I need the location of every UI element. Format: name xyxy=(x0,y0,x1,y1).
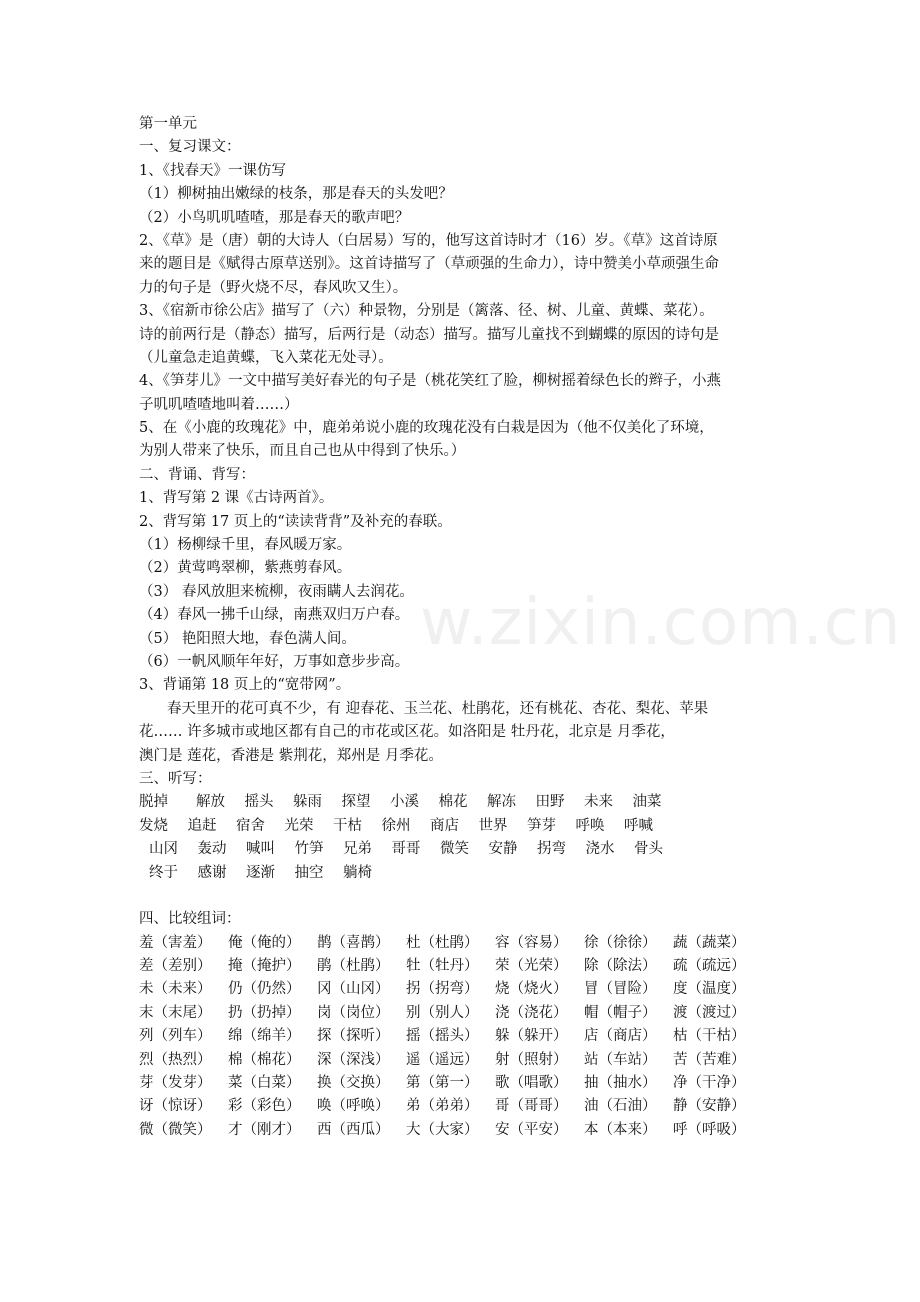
review-item-2-line-1: 2、《草》是（唐）朝的大诗人（白居易）写的，他写这首诗时才（16）岁。《草》这首诗原 xyxy=(139,232,718,249)
passage-line-1: 春天里开的花可真不少，有 迎春花、玉兰花、杜鹃花，还有桃花、杏花、梨花、苹果 xyxy=(167,700,709,717)
dictation-word: 油菜 xyxy=(632,794,662,811)
dictation-word: 商店 xyxy=(430,817,459,834)
couplet-5: （5） 艳阳照大地，春色满人间。 xyxy=(139,630,356,647)
compare-word: 彩（彩色） xyxy=(228,1098,301,1115)
compare-word: 俺（俺的） xyxy=(228,934,301,951)
dictation-word: 干枯 xyxy=(333,817,362,834)
compare-word: 抽（抽水） xyxy=(584,1075,657,1092)
dictation-word: 笋芽 xyxy=(527,817,556,834)
couplet-1: （1）杨柳绿千里，春风暖万家。 xyxy=(139,537,352,554)
compare-word: 净（干净） xyxy=(673,1075,746,1092)
compare-word: 除（除法） xyxy=(584,958,657,975)
compare-word: 大（大家） xyxy=(406,1121,479,1138)
compare-word: 换（交换） xyxy=(317,1075,390,1092)
compare-word: 鹊（喜鹊） xyxy=(317,934,390,951)
dictation-word: 躺椅 xyxy=(343,864,372,881)
dictation-word: 解放 xyxy=(196,794,225,811)
dictation-word: 终于 xyxy=(149,864,178,881)
review-item-4-line-2: 子叽叽喳喳地叫着……） xyxy=(139,396,299,413)
dictation-word: 光荣 xyxy=(284,817,314,834)
section-heading-recite: 二、背诵、背写： xyxy=(139,466,255,483)
compare-word: 羞（害羞） xyxy=(139,934,212,951)
compare-word: 扔（扔掉） xyxy=(228,1004,301,1021)
dictation-row xyxy=(139,838,785,861)
dictation-word: 宿舍 xyxy=(236,817,265,834)
compare-word: 岗（岗位） xyxy=(317,1004,390,1021)
dictation-word: 呼唤 xyxy=(575,817,605,834)
dictation-word: 探望 xyxy=(341,794,371,811)
compare-word: 绵（绵羊） xyxy=(228,1028,301,1045)
dictation-word: 喊叫 xyxy=(246,841,275,858)
compare-word: 摇（摇头） xyxy=(406,1028,479,1045)
dictation-word: 解冻 xyxy=(487,794,516,811)
review-item-3-line-3: （儿童急走追黄蝶，飞入菜花无处寻）。 xyxy=(139,349,393,366)
dictation-word: 感谢 xyxy=(197,864,227,881)
section-heading-review: 一、复习课文： xyxy=(139,139,241,156)
section-heading-compare: 四、比较组词： xyxy=(139,911,241,928)
blank-line xyxy=(139,885,785,908)
dictation-word: 追赶 xyxy=(187,817,217,834)
compare-word: 安（平安） xyxy=(495,1121,568,1138)
dictation-word: 轰动 xyxy=(197,841,227,858)
dictation-word: 世界 xyxy=(478,817,508,834)
compare-word: 度（温度） xyxy=(673,981,746,998)
dictation-word: 躲雨 xyxy=(293,794,322,811)
compare-word: 末（末尾） xyxy=(139,1004,212,1021)
compare-word: 鹃（杜鹃） xyxy=(317,958,390,975)
dictation-word: 微笑 xyxy=(440,841,469,858)
watermark: w.zixin.com.cn xyxy=(420,586,902,660)
dictation-word: 发烧 xyxy=(139,817,168,834)
compare-word: 苦（苦难） xyxy=(673,1051,746,1068)
compare-word: 站（车站） xyxy=(584,1051,657,1068)
dictation-word: 脱掉 xyxy=(139,794,168,811)
dictation-word: 哥哥 xyxy=(391,841,421,858)
compare-word: 深（深浅） xyxy=(317,1051,390,1068)
compare-word: 芽（发芽） xyxy=(139,1075,212,1092)
compare-word: 躲（躲开） xyxy=(495,1028,568,1045)
review-item-1: 1、《找春天》一课仿写 xyxy=(139,162,286,179)
compare-word: 牡（牡丹） xyxy=(406,958,479,975)
compare-word: 徐（徐徐） xyxy=(584,934,657,951)
compare-word: 列（列车） xyxy=(139,1028,212,1045)
compare-word: 杜（杜鹃） xyxy=(406,934,479,951)
compare-word: 射（照射） xyxy=(495,1051,568,1068)
dictation-word: 徐州 xyxy=(381,817,411,834)
compare-word: 菜（白菜） xyxy=(228,1075,301,1092)
compare-word: 荣（光荣） xyxy=(495,958,568,975)
dictation-word: 竹笋 xyxy=(294,841,324,858)
compare-word: 未（未来） xyxy=(139,981,212,998)
compare-word: 烈（热烈） xyxy=(139,1051,212,1068)
compare-word: 掩（掩护） xyxy=(228,958,301,975)
compare-word: 油（石油） xyxy=(584,1098,657,1115)
dictation-word: 呼喊 xyxy=(624,817,653,834)
recite-item-1: 1、背写第 2 课《古诗两首》。 xyxy=(139,490,334,507)
review-item-5-line-1: 5、在《小鹿的玫瑰花》中，鹿弟弟说小鹿的玫瑰花没有白栽是因为（他不仅美化了环境， xyxy=(139,420,714,437)
compare-word: 讶（惊讶） xyxy=(139,1098,212,1115)
compare-word: 容（容易） xyxy=(495,934,568,951)
compare-word: 枯（干枯） xyxy=(673,1028,746,1045)
dictation-word: 浇水 xyxy=(585,841,615,858)
dictation-word: 逐渐 xyxy=(246,864,275,881)
compare-word: 店（商店） xyxy=(584,1028,657,1045)
compare-word: 冒（冒险） xyxy=(584,981,657,998)
dictation-word: 未来 xyxy=(584,794,613,811)
recite-item-3: 3、背诵第 18 页上的“宽带网”。 xyxy=(139,677,351,694)
recite-item-2: 2、背写第 17 页上的“读读背背”及补充的春联。 xyxy=(139,513,452,530)
compare-word: 烧（烧火） xyxy=(495,981,568,998)
compare-word: 遥（遥远） xyxy=(406,1051,479,1068)
compare-word: 呼（呼吸） xyxy=(673,1121,746,1138)
dictation-word: 小溪 xyxy=(390,794,419,811)
compare-word: 探（探听） xyxy=(317,1028,390,1045)
review-item-5-line-2: 为别人带来了快乐，而且自己也从中得到了快乐。） xyxy=(139,443,466,460)
compare-word: 静（安静） xyxy=(673,1098,746,1115)
dictation-row xyxy=(139,862,785,885)
compare-word: 西（西瓜） xyxy=(317,1121,390,1138)
compare-word: 棉（棉花） xyxy=(228,1051,301,1068)
compare-word: 渡（渡过） xyxy=(673,1004,746,1021)
dictation-word: 兄弟 xyxy=(343,841,372,858)
compare-word: 哥（哥哥） xyxy=(495,1098,568,1115)
document-page xyxy=(139,113,785,1142)
couplet-3: （3） 春风放胆来梳柳，夜雨瞒人去润花。 xyxy=(139,583,414,600)
dictation-word: 田野 xyxy=(535,794,565,811)
compare-word: 帽（帽子） xyxy=(584,1004,657,1021)
compare-word: 唤（呼唤） xyxy=(317,1098,390,1115)
compare-word: 本（本来） xyxy=(584,1121,657,1138)
compare-word: 差（差别） xyxy=(139,958,212,975)
compare-word: 歌（唱歌） xyxy=(495,1075,568,1092)
dictation-word-list xyxy=(139,791,785,885)
review-item-4-line-1: 4、《笋芽儿》一文中描写美好春光的句子是（桃花笑红了脸，柳树摇着绿色长的辫子，小燕 xyxy=(139,373,721,390)
review-item-3-line-1: 3、《宿新市徐公店》描写了（六）种景物，分别是（篱落、径、树、儿童、黄蝶、菜花）。 xyxy=(139,303,714,320)
review-item-2-line-2: 来的题目是《赋得古原草送别》。这首诗描写了（草顽强的生命力），诗中赞美小草顽强生命 xyxy=(139,256,719,273)
dictation-row xyxy=(139,791,785,814)
compare-word-grid xyxy=(139,932,785,1143)
review-item-1b: （2）小鸟叽叽喳喳，那是春天的歌声吧？ xyxy=(139,209,410,226)
couplet-6: （6）一帆风顺年年好，万事如意步步高。 xyxy=(139,653,410,670)
compare-word: 疏（疏远） xyxy=(673,958,746,975)
review-item-1a: （1）柳树抽出嫩绿的枝条，那是春天的头发吧？ xyxy=(139,186,453,203)
unit-title: 第一单元 xyxy=(139,116,197,132)
compare-word: 拐（拐弯） xyxy=(406,981,479,998)
compare-word: 弟（弟弟） xyxy=(406,1098,479,1115)
passage-line-2: 花…… 许多城市或地区都有自己的市花或区花。如洛阳是 牡丹花，北京是 月季花， xyxy=(139,724,675,741)
dictation-word: 摇头 xyxy=(244,794,274,811)
compare-word: 仍（仍然） xyxy=(228,981,301,998)
review-item-3-line-2: 诗的前两行是（静态）描写，后两行是（动态）描写。描写儿童找不到蝴蝶的原因的诗句是 xyxy=(139,326,719,343)
couplet-4: （4）春风一拂千山绿，南燕双归万户春。 xyxy=(139,607,410,624)
dictation-word: 棉花 xyxy=(438,794,468,811)
dictation-word: 抽空 xyxy=(294,864,324,881)
passage-line-3: 澳门是 莲花，香港是 紫荆花，郑州是 月季花。 xyxy=(139,747,443,764)
compare-word: 冈（山冈） xyxy=(317,981,390,998)
compare-word: 别（别人） xyxy=(406,1004,479,1021)
compare-word: 浇（浇花） xyxy=(495,1004,568,1021)
dictation-word: 骨头 xyxy=(634,841,663,858)
couplet-2: （2）黄莺鸣翠柳，紫燕剪春风。 xyxy=(139,560,352,577)
review-item-2-line-3: 力的句子是（野火烧不尽，春风吹又生）。 xyxy=(139,279,408,296)
compare-word: 微（微笑） xyxy=(139,1121,212,1138)
section-heading-dictation: 三、听写： xyxy=(139,770,212,787)
compare-word: 才（刚才） xyxy=(228,1121,301,1138)
dictation-word: 安静 xyxy=(488,841,518,858)
compare-word: 蔬（蔬菜） xyxy=(673,934,746,951)
compare-word: 第（第一） xyxy=(406,1075,479,1092)
dictation-word: 山冈 xyxy=(149,841,178,858)
dictation-row xyxy=(139,815,785,838)
dictation-word: 拐弯 xyxy=(537,841,566,858)
